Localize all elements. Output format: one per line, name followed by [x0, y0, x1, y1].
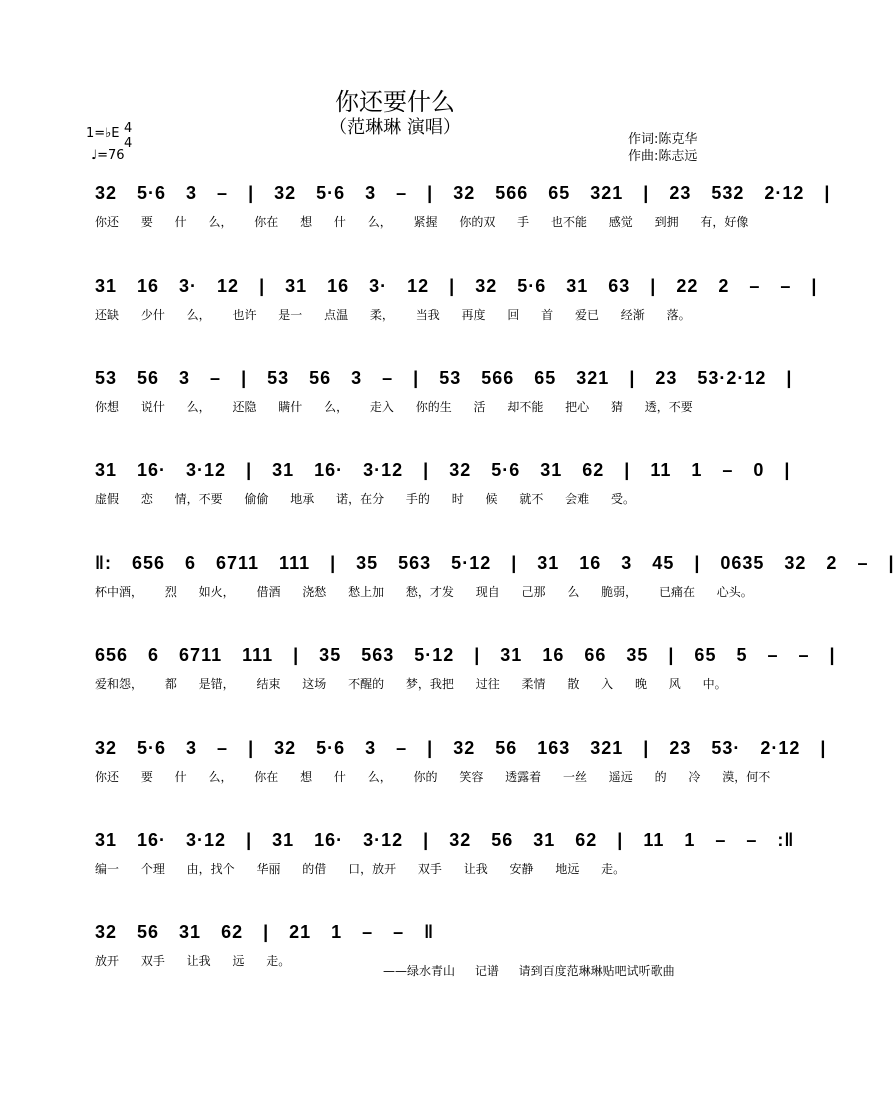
lyrics-line: 放开 双手 让我 远 走。	[95, 954, 291, 968]
notes-line: 32 56 31 62 | 21 1 – – ‖	[95, 922, 435, 942]
lyrics-line: 还缺 少什 么， 也许 是一 点温 柔， 当我 再度 回 首 爱已 经渐 落。	[95, 308, 691, 322]
tempo-marking: ♩=76	[91, 148, 125, 163]
transcriber-note: ——绿水青山 记谱 请到百度范琳琳贴吧试听歌曲	[383, 964, 675, 978]
lyrics-line: 爱和怨， 都 是错， 结束 这场 不醒的 梦，我把 过往 柔情 散 入 晚 风 中。	[95, 677, 727, 691]
lyrics-line: 你还 要 什 么， 你在 想 什 么， 紧握 你的双 手 也不能 感觉 到拥 有，好像	[95, 215, 749, 229]
score-system-4	[95, 460, 791, 520]
notes-line: 31 16· 3·12 | 31 16· 3·12 | 32 56 31 62 | 11 1 – – :‖	[95, 830, 795, 850]
score-system-2	[95, 276, 818, 336]
score-system-7	[95, 738, 827, 798]
score-system-3	[95, 368, 793, 428]
lyrics-line: 你还 要 什 么， 你在 想 什 么， 你的 笑容 透露着 一丝 遥远 的 冷 漠，何不	[95, 770, 771, 784]
score-system-8	[95, 830, 795, 890]
score-system-6	[95, 645, 836, 705]
key-signature: 1=♭E	[86, 126, 120, 141]
lyrics-line: 杯中酒， 烈 如火， 借酒 浇愁 愁上加 愁，才发 现自 己那 么 脆弱， 已痛在 心头。	[95, 585, 753, 599]
notes-line: ‖: 656 6 6711 111 | 35 563 5·12 | 31 16 3 45 | 0635 32 2 – |	[95, 553, 895, 573]
composer-credit: 作曲:陈志远	[628, 149, 698, 164]
lyrics-line: 你想 说什 么， 还隐 瞒什 么， 走入 你的生 活 却不能 把心 猜 透，不要	[95, 400, 693, 414]
song-title: 你还要什么	[335, 88, 455, 116]
notes-line: 31 16 3· 12 | 31 16 3· 12 | 32 5·6 31 63 | 22 2 – – |	[95, 276, 818, 296]
lyrics-line: 编一 个理 由，找个 华丽 的借 口，放开 双手 让我 安静 地远 走。	[95, 862, 626, 876]
score-system-1	[95, 183, 831, 243]
notes-line: 656 6 6711 111 | 35 563 5·12 | 31 16 66 35 | 65 5 – – |	[95, 645, 836, 665]
notes-line: 53 56 3 – | 53 56 3 – | 53 566 65 321 | 23 53·2·12 |	[95, 368, 793, 388]
lyricist-credit: 作词:陈克华	[628, 132, 698, 147]
lyrics-line: 虚假 恋 情，不要 偷偷 地承 诺，在分 手的 时 候 就不 会难 受。	[95, 492, 635, 506]
song-performer: （范琳琳 演唱）	[329, 117, 461, 138]
notes-line: 32 5·6 3 – | 32 5·6 3 – | 32 56 163 321 | 23 53· 2·12 |	[95, 738, 827, 758]
notes-line: 31 16· 3·12 | 31 16· 3·12 | 32 5·6 31 62 | 11 1 – 0 |	[95, 460, 791, 480]
time-signature: 4 4	[124, 121, 133, 151]
score-system-5	[95, 553, 895, 613]
notes-line: 32 5·6 3 – | 32 5·6 3 – | 32 566 65 321 | 23 532 2·12 |	[95, 183, 831, 203]
